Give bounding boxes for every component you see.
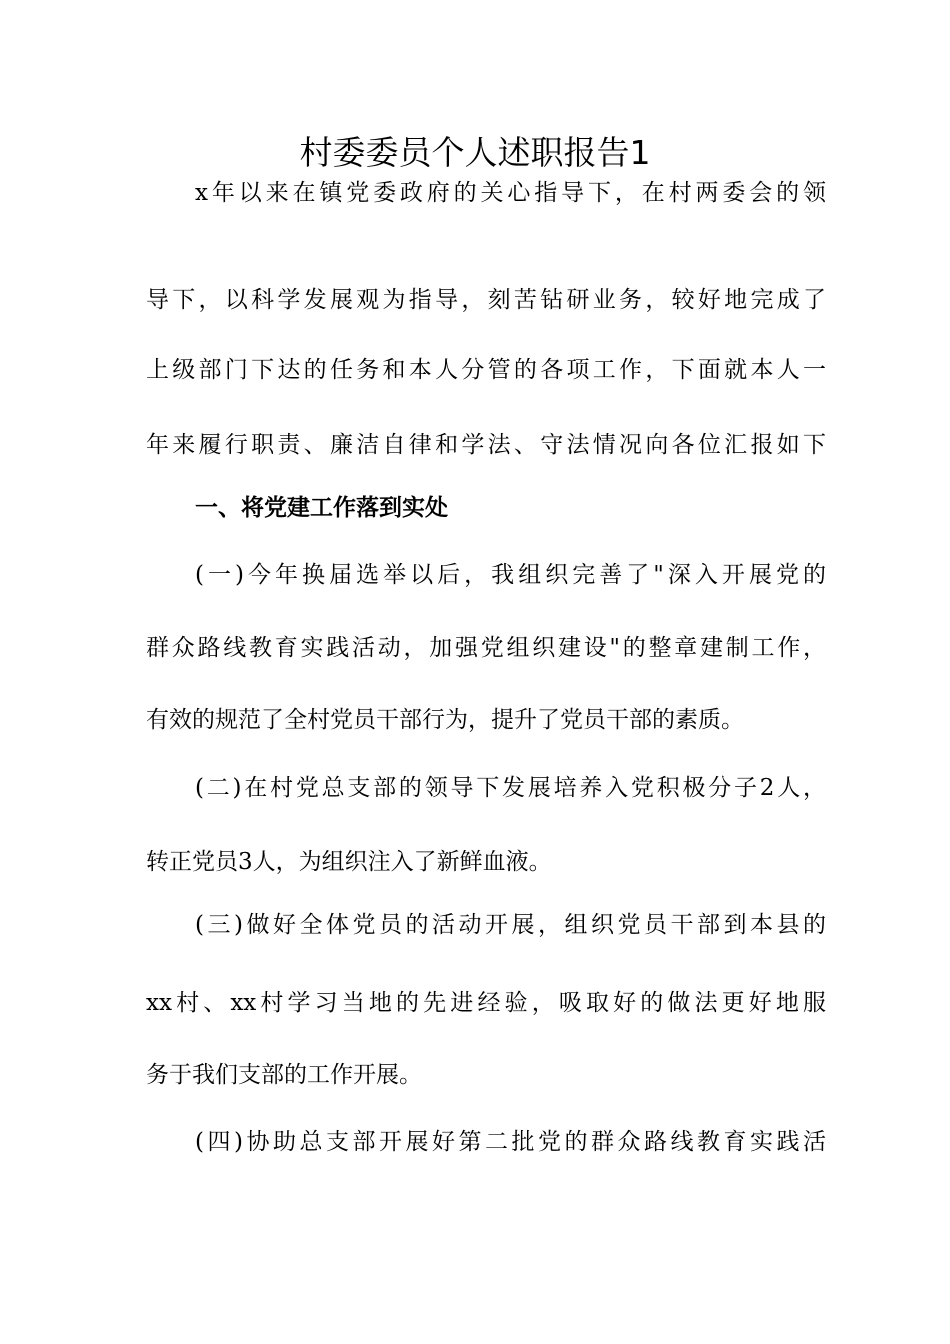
paragraph-line: (一)今年换届选举以后，我组织完善了"深入开展党的 [195, 562, 826, 588]
section-heading: 一、将党建工作落到实处 [195, 495, 448, 521]
paragraph-line: 有效的规范了全村党员干部行为，提升了党员干部的素质。 [146, 707, 744, 733]
paragraph-line: 上级部门下达的任务和本人分管的各项工作，下面就本人一 [146, 357, 826, 383]
paragraph-line: 导下，以科学发展观为指导，刻苦钻研业务，较好地完成了 [146, 287, 826, 313]
paragraph-line: (四)协助总支部开展好第二批党的群众路线教育实践活 [195, 1129, 826, 1155]
paragraph-line: x年以来在镇党委政府的关心指导下，在村两委会的领 [195, 180, 826, 206]
paragraph-line: (三)做好全体党员的活动开展，组织党员干部到本县的 [195, 912, 826, 938]
paragraph-line: xx村、xx村学习当地的先进经验，吸取好的做法更好地服 [146, 990, 826, 1016]
paragraph-line: 务于我们支部的工作开展。 [146, 1062, 422, 1088]
paragraph-line: (二)在村党总支部的领导下发展培养入党积极分子2人， [195, 775, 826, 801]
paragraph-line: 转正党员3人，为组织注入了新鲜血液。 [146, 849, 552, 875]
paragraph-line: 年来履行职责、廉洁自律和学法、守法情况向各位汇报如下 [146, 432, 826, 458]
document-title: 村委委员个人述职报告1 [299, 133, 651, 172]
paragraph-line: 群众路线教育实践活动，加强党组织建设"的整章建制工作， [146, 635, 826, 661]
